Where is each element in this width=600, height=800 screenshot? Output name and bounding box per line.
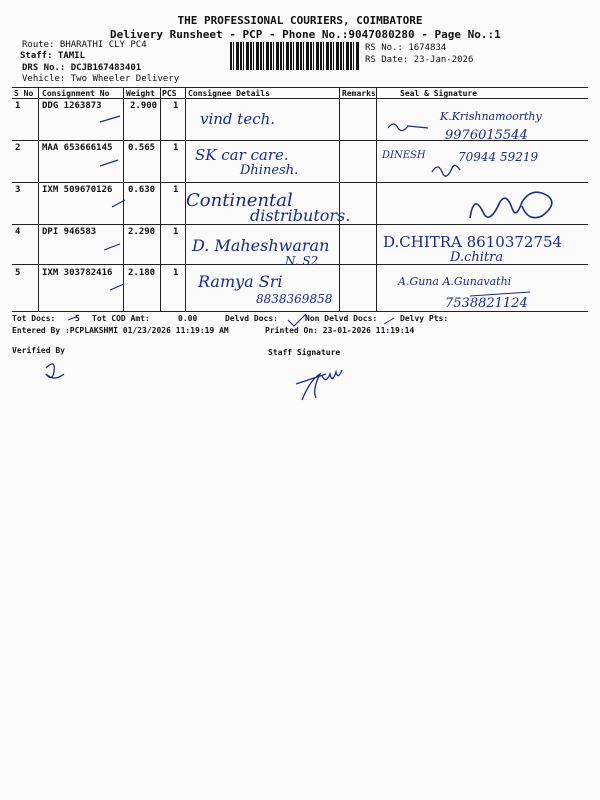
seal-handwriting: K.Krishnamoorthy [440, 110, 542, 123]
col-sno: S No [14, 89, 34, 98]
row-consignment: IXM 303782416 [42, 268, 113, 278]
verified-by-label: Verified By [12, 346, 65, 355]
tick-mark [112, 200, 125, 207]
company-title: THE PROFESSIONAL COURIERS, COIMBATORE [177, 14, 423, 27]
tick-mark [104, 244, 120, 250]
signature-mark [388, 124, 428, 131]
non-delvd-docs-label: Non Delvd Docs: [305, 314, 378, 323]
consignee-handwriting-2: distributors. [250, 206, 351, 225]
consignee-handwriting: Ramya Sri [198, 272, 283, 291]
staff: Staff: TAMIL [20, 51, 86, 61]
vehicle: Vehicle: Two Wheeler Delivery [22, 74, 180, 84]
delvd-docs-label: Delvd Docs: [225, 314, 278, 323]
row-weight: 2.180 [128, 268, 156, 278]
col-seal: Seal & Signature [400, 89, 478, 98]
signature-mark [470, 292, 530, 296]
row-sno: 1 [15, 101, 21, 111]
seal-phone: 70944 59219 [458, 150, 539, 164]
staff-signature-label: Staff Signature [268, 348, 341, 357]
signature-mark [432, 165, 460, 176]
drs-number: DRS No.: DCJB167483401 [22, 63, 142, 73]
tot-docs-value: 5 [75, 314, 80, 323]
cod-value: 0.00 [178, 314, 198, 323]
seal-phone: 7538821124 [445, 296, 528, 311]
consignee-handwriting: D. Maheshwaran [192, 236, 330, 255]
runsheet-subtitle: Delivery Runsheet - PCP - Phone No.:9047080280 - Page No.:1 [110, 28, 501, 41]
seal-handwriting: DINESH [382, 150, 426, 161]
col-remarks: Remarks [342, 89, 376, 98]
entered-by: Entered By :PCPLAKSHMI 01/23/2026 11:19:19 AM [12, 326, 229, 335]
rs-date: RS Date: 23-Jan-2026 [365, 55, 474, 65]
col-pcs: PCS [162, 89, 177, 98]
row-weight: 0.630 [128, 185, 156, 195]
tick-mark [100, 116, 120, 122]
verified-signature [46, 364, 64, 378]
delvy-pts-label: Delvy Pts: [400, 314, 449, 323]
printed-on: Printed On: 23-01-2026 11:19:14 [265, 326, 415, 335]
row-consignment: DDG 1263873 [42, 101, 102, 111]
seal-signature: D.chitra [450, 250, 504, 265]
tick-mark [288, 314, 306, 326]
row-consignment: DPI 946583 [42, 227, 97, 237]
row-consignment: MAA 653666145 [42, 143, 113, 153]
cod-label: Tot COD Amt: [92, 314, 150, 323]
col-weight: Weight [126, 89, 155, 98]
row-sno: 5 [15, 268, 21, 278]
consignee-phone: 8838369858 [256, 292, 333, 306]
row-weight: 2.290 [128, 227, 156, 237]
consignee-handwriting: SK car care. [195, 146, 289, 164]
row-weight: 2.900 [130, 101, 158, 111]
seal-handwriting: A.Guna A.Gunavathi [398, 275, 512, 288]
row-sno: 4 [15, 227, 21, 237]
tick-mark [100, 160, 118, 166]
col-consignment: Consignment No [42, 89, 110, 98]
row-pcs: 1 [173, 185, 179, 195]
row-weight: 0.565 [128, 143, 156, 153]
tot-docs-label: Tot Docs: [12, 314, 56, 323]
row-sno: 2 [15, 143, 21, 153]
row-consignment: IXM 509670126 [42, 185, 113, 195]
consignee-name: Dhinesh. [240, 163, 299, 178]
seal-handwriting: D.CHITRA 8610372754 [383, 233, 563, 251]
rs-number: RS No.: 1674834 [365, 43, 447, 53]
row-pcs: 1 [173, 143, 179, 153]
consignee-handwriting: Continental [186, 190, 293, 211]
row-sno: 3 [15, 185, 21, 195]
tick-mark [110, 284, 124, 290]
row-pcs: 1 [173, 268, 179, 278]
route: Route: BHARATHI CLY PC4 [22, 40, 147, 50]
signature-mark [470, 192, 552, 218]
staff-signature [296, 370, 342, 400]
tick-mark [384, 318, 394, 324]
consignee-handwriting: vind tech. [200, 110, 276, 128]
consignee-line-2: N. S2 [285, 254, 319, 268]
seal-phone: 9976015544 [445, 128, 528, 143]
col-consignee: Consignee Details [188, 89, 270, 98]
row-pcs: 1 [173, 227, 179, 237]
row-pcs: 1 [173, 101, 179, 111]
